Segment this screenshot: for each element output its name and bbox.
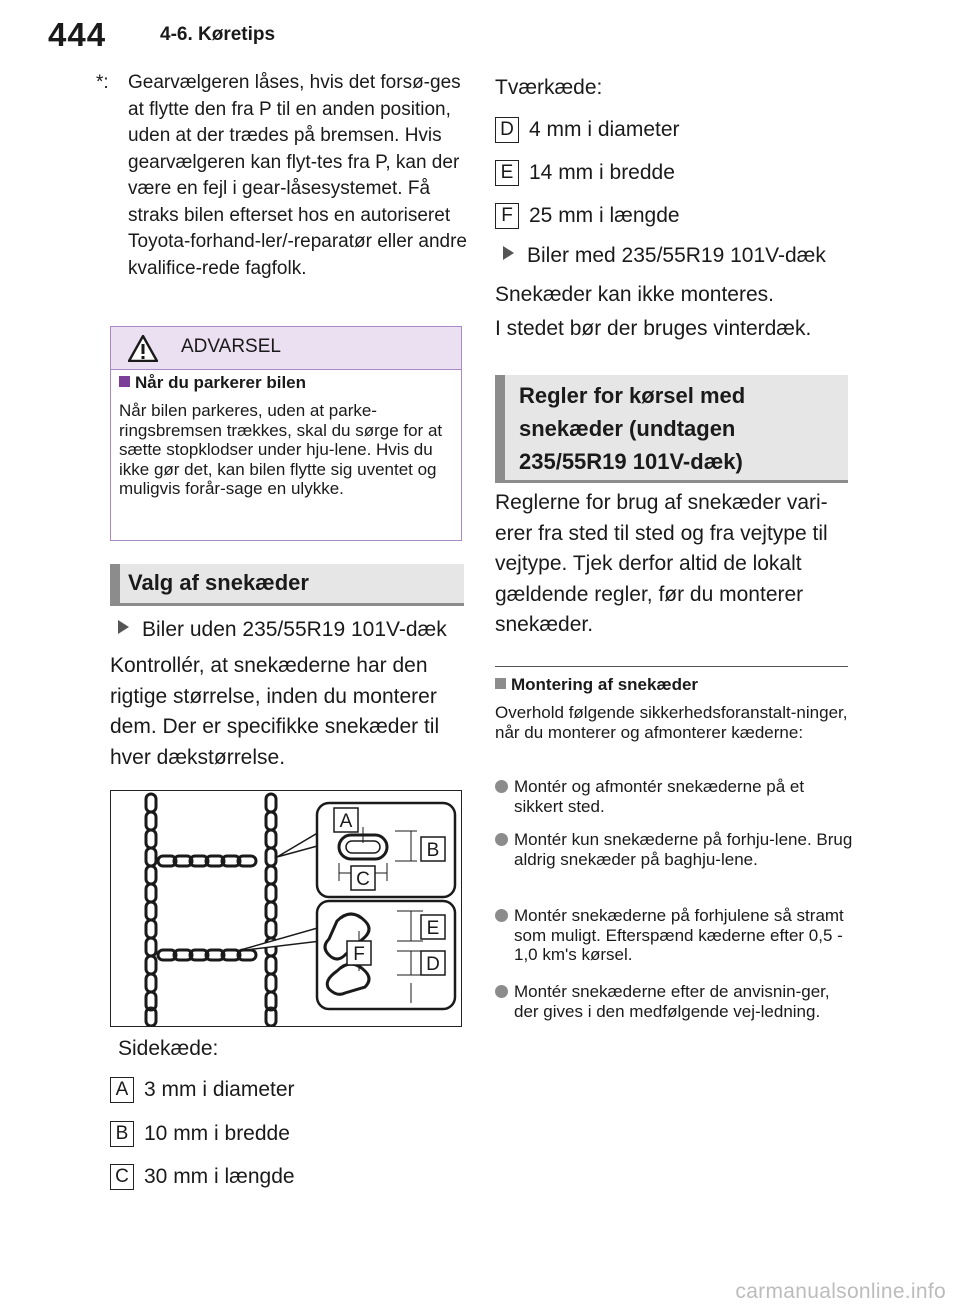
watermark: carmanualsonline.info — [735, 1280, 946, 1303]
triangle-bullet-icon — [118, 620, 129, 634]
letter-box-d: D — [495, 117, 519, 143]
warning-header — [111, 327, 461, 370]
figure-label-d: D — [426, 954, 440, 975]
figure-label-a: A — [339, 811, 353, 832]
side-chain-a-text: 3 mm i diameter — [144, 1078, 295, 1101]
warning-title: ADVARSEL — [181, 336, 281, 357]
mounting-item-text: Montér snekæderne på forhjulene så stramt som muligt. Efterspænd kæderne efter 0,5 - 1,0 km's kørsel. — [514, 906, 844, 964]
cross-chain-row-e — [495, 158, 675, 188]
circle-bullet-icon — [495, 985, 508, 998]
cross-chain-bottom — [158, 950, 256, 960]
square-bullet-icon — [495, 678, 506, 689]
side-chain-label: Sidekæde: — [118, 1037, 219, 1060]
page-number: 444 — [48, 16, 107, 53]
bullet-biler-med — [503, 241, 826, 272]
bullet-biler-uden — [118, 615, 447, 646]
letter-box-e: E — [495, 160, 519, 186]
side-chain-row-c — [110, 1162, 295, 1192]
text-kan-ikke-monteres: Snekæder kan ikke monteres. — [495, 283, 774, 306]
figure-label-e: E — [426, 918, 440, 939]
warning-subtitle — [119, 373, 306, 393]
figure-label-c: C — [356, 869, 370, 890]
cross-chain-label: Tværkæde: — [495, 76, 603, 99]
side-chain-c-text: 30 mm i længde — [144, 1165, 295, 1188]
bullet-biler-med-text: Biler med 235/55R19 101V-dæk — [527, 244, 826, 267]
mounting-item-text: Montér snekæderne efter de anvisnin-ger, der gives i den medfølgende vej-ledning. — [514, 982, 830, 1021]
triangle-bullet-icon — [503, 246, 514, 260]
heading-regler: Regler for kørsel med snekæder (undtagen 235/55R19 101V-dæk) — [495, 375, 848, 483]
cross-chain-d-text: 4 mm i diameter — [529, 118, 680, 141]
side-chain-row-a — [110, 1075, 295, 1105]
circle-bullet-icon — [495, 909, 508, 922]
mounting-item — [495, 982, 855, 1021]
heading-valg-af-snekaeder: Valg af snekæder — [110, 564, 464, 606]
mounting-item-text: Montér og afmontér snekæderne på et sikkert sted. — [514, 777, 805, 816]
bullet-biler-uden-text: Biler uden 235/55R19 101V-dæk — [142, 618, 447, 641]
circle-bullet-icon — [495, 780, 508, 793]
paragraph-kontroller: Kontrollér, at snekæderne har den rigtige størrelse, inden du monterer dem. Der er specifikke snekæder til hver dækstørrelse. — [110, 654, 440, 769]
warning-triangle-icon — [128, 335, 158, 362]
footnote-text: Gearvælgeren låses, hvis det forsø-ges at flytte den fra P til en anden position, uden at der trædes på bremsen. Hvis gearvælgeren kan flyt-tes fra P, kan der være en fejl i gear-låsesystemet. Få straks bilen efterset hos en autoriseret Toyota-forhand-ler/-reparatør eller andre kvalifice-rede fagfolk. — [128, 72, 467, 279]
side-chain-b-text: 10 mm i bredde — [144, 1122, 290, 1145]
mounting-heading — [495, 675, 698, 695]
warning-body: Når bilen parkeres, uden at parke-ringsbremsen trækkes, skal du sørge for at sætte stopklodser under hju-lene. Hvis du ikke gør det, kan bilen flytte sig uventet og muligvis forår-sage en ulykke. — [119, 401, 443, 498]
square-bullet-icon — [119, 376, 130, 387]
cross-chain-row-d — [495, 115, 680, 145]
mounting-item-text: Montér kun snekæderne på forhju-lene. Brug aldrig snekæder på baghju-lene. — [514, 830, 853, 869]
figure-label-b: B — [426, 840, 440, 861]
side-chain-left — [146, 794, 156, 1026]
footnote — [96, 70, 468, 282]
warning-box — [110, 326, 462, 541]
snow-chain-figure — [110, 790, 462, 1027]
mounting-intro: Overhold følgende sikkerhedsforanstalt-ninger, når du monterer og afmonterer kæderne: — [495, 703, 848, 742]
cross-chain-e-text: 14 mm i bredde — [529, 161, 675, 184]
footnote-mark: *: — [96, 72, 109, 93]
letter-box-f: F — [495, 203, 519, 229]
cross-chain-top — [158, 856, 256, 866]
mounting-heading-text: Montering af snekæder — [511, 675, 699, 694]
cross-chain-row-f — [495, 201, 680, 231]
divider — [495, 666, 848, 667]
figure-label-f: F — [353, 944, 365, 965]
mounting-item — [495, 777, 855, 816]
letter-box-c: C — [110, 1164, 134, 1190]
mounting-item — [495, 830, 855, 869]
circle-bullet-icon — [495, 833, 508, 846]
side-chain-row-b — [110, 1119, 290, 1149]
snow-chain-illustration — [111, 791, 461, 1026]
side-chain-right — [266, 794, 276, 1026]
text-vinterdaek: I stedet bør der bruges vinterdæk. — [495, 317, 812, 340]
cross-chain-f-text: 25 mm i længde — [529, 204, 680, 227]
letter-box-b: B — [110, 1121, 134, 1147]
letter-box-a: A — [110, 1077, 134, 1103]
mounting-item — [495, 906, 855, 965]
paragraph-regler: Reglerne for brug af snekæder vari-erer fra sted til sted og fra vejtype til vejtype. Tjek derfor altid de lokalt gældende regler, før du monterer snekæder. — [495, 491, 828, 636]
warning-subtitle-text: Når du parkerer bilen — [135, 373, 307, 392]
section-title: 4-6. Køretips — [160, 24, 276, 45]
